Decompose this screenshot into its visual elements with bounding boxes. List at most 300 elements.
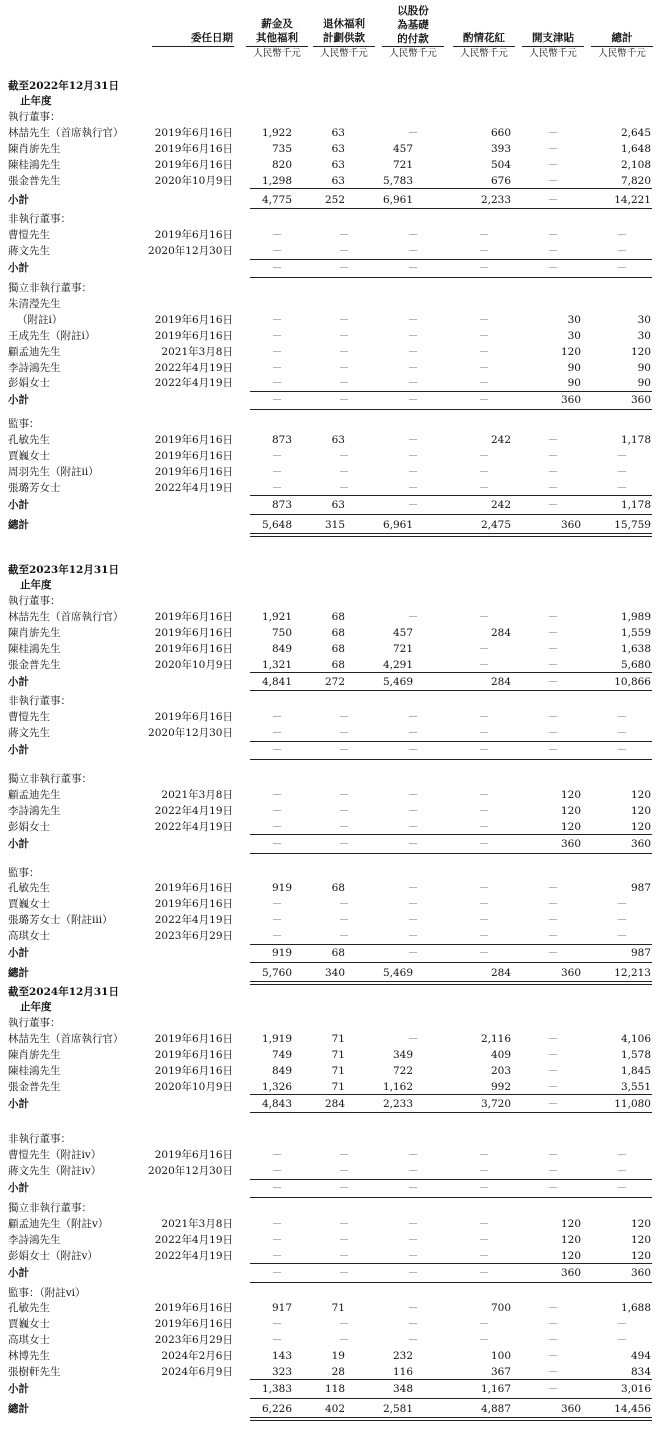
value-cell: 873 — [271, 498, 292, 511]
value-cell: 721 — [392, 642, 413, 655]
value-cell: 2,645 — [620, 126, 651, 139]
dash-cell: — — [548, 1367, 558, 1377]
appointment-date: 2020年12月30日 — [148, 727, 233, 740]
appointment-date: 2020年10月9日 — [154, 658, 233, 671]
value-cell: 120 — [630, 345, 651, 358]
value-cell: 340 — [324, 966, 345, 979]
dash-cell: — — [408, 1033, 418, 1044]
subtotal-label: 小計 — [8, 1182, 29, 1195]
subtotal-rule — [250, 259, 652, 260]
dash-cell: — — [339, 838, 349, 849]
dash-cell: — — [408, 1267, 418, 1278]
dash-cell: — — [479, 643, 489, 654]
dash-cell: — — [339, 1267, 349, 1278]
dash-cell: — — [272, 330, 282, 341]
total-double-rule-1 — [250, 533, 652, 534]
subtotal-label: 小計 — [8, 947, 29, 959]
dash-cell: — — [339, 712, 349, 723]
dash-cell: — — [272, 314, 282, 325]
dash-cell: — — [408, 482, 418, 493]
dash-cell: — — [617, 451, 627, 461]
dash-cell: — — [272, 712, 282, 723]
value-cell: 5,469 — [382, 966, 413, 979]
dash-cell: — — [339, 1183, 349, 1194]
dash-cell: — — [408, 899, 418, 910]
dash-cell: — — [408, 1250, 418, 1261]
subtotal-label: 小計 — [8, 744, 29, 757]
dash-cell: — — [548, 175, 558, 186]
dash-cell: — — [339, 1218, 349, 1229]
dash-cell: — — [617, 230, 627, 241]
dash-cell: — — [339, 915, 349, 926]
dash-cell: — — [272, 805, 282, 816]
value-cell: 1,559 — [620, 626, 651, 639]
dash-cell: — — [479, 1250, 489, 1261]
appointment-date: 2021年3月8日 — [161, 1217, 233, 1230]
column-header-bonus: 酌情花紅 — [463, 32, 505, 44]
dash-cell: — — [272, 395, 282, 406]
director-name: 陳肖旂先生 — [8, 142, 61, 155]
dash-cell: — — [339, 789, 349, 800]
director-name: 彭娟女士（附註v） — [8, 1249, 98, 1262]
total-double-rule-2 — [250, 1420, 652, 1421]
value-cell: 3,551 — [620, 1080, 651, 1093]
dash-cell: — — [617, 1166, 627, 1177]
value-cell: 2,108 — [620, 158, 651, 171]
value-cell: 4,841 — [261, 675, 292, 688]
section-subtitle: 止年度 — [20, 95, 52, 107]
director-name: 陳桂鴻先生 — [8, 158, 61, 171]
value-cell: 2,475 — [480, 518, 511, 531]
dash-cell: — — [339, 745, 349, 756]
dash-cell: — — [408, 466, 418, 477]
dash-cell: — — [548, 1303, 558, 1314]
subtotal-label: 小計 — [8, 1266, 29, 1279]
director-name: 顧孟迪先生 — [8, 345, 61, 358]
director-name: 高琪女士 — [8, 1334, 50, 1347]
dash-cell: — — [339, 451, 349, 461]
appointment-date: 2019年6月16日 — [154, 465, 233, 478]
subtotal-bottom-rule — [250, 277, 652, 278]
value-cell: 676 — [490, 174, 511, 187]
value-cell: 120 — [630, 804, 651, 817]
dash-cell: — — [548, 915, 558, 926]
dash-cell: — — [548, 1335, 558, 1346]
dash-cell: — — [408, 883, 418, 894]
section-title: 截至2022年12月31日 — [8, 80, 119, 92]
group-label: 非執行董事： — [8, 213, 71, 226]
value-cell: 6,226 — [261, 1402, 292, 1415]
value-cell: 360 — [630, 837, 651, 850]
dash-cell: — — [617, 482, 627, 493]
value-cell: 409 — [490, 1048, 511, 1061]
dash-cell: — — [548, 435, 558, 446]
column-header-share: 為基礎 — [397, 19, 429, 31]
dash-cell: — — [408, 931, 418, 942]
dash-cell: — — [548, 883, 558, 894]
value-cell: 1,321 — [261, 658, 292, 671]
value-cell: 68 — [331, 947, 345, 959]
value-cell: 1,845 — [620, 1064, 651, 1077]
dash-cell: — — [408, 451, 418, 461]
dash-cell: — — [339, 466, 349, 477]
section-title: 截至2023年12月31日 — [8, 564, 119, 576]
director-name: 張璐芳女士 — [8, 481, 61, 494]
value-cell: 30 — [567, 313, 581, 326]
dash-cell: — — [548, 611, 558, 622]
date-column-header: 委任日期 — [191, 32, 233, 44]
director-name: 蔣文先生 — [8, 245, 50, 258]
value-cell: 992 — [490, 1080, 511, 1093]
director-name: 彭娟女士 — [8, 820, 50, 833]
subtotal-label: 小計 — [8, 1097, 29, 1110]
header-underline — [313, 46, 375, 47]
value-cell: 919 — [271, 882, 292, 895]
dash-cell: — — [479, 745, 489, 756]
dash-cell: — — [479, 1218, 489, 1229]
dash-cell: — — [479, 246, 489, 257]
dash-cell: — — [272, 246, 282, 257]
dash-cell: — — [408, 378, 418, 389]
value-cell: 873 — [271, 434, 292, 447]
dash-cell: — — [408, 246, 418, 257]
dash-cell: — — [548, 143, 558, 154]
appointment-date: 2024年2月6日 — [161, 1350, 233, 1363]
dash-cell: — — [408, 745, 418, 756]
group-label: 監事： — [8, 418, 40, 431]
director-name: 陳肖旂先生 — [8, 1048, 61, 1061]
subtotal-rule — [250, 1094, 652, 1095]
section-subtitle: 止年度 — [20, 579, 52, 591]
value-cell: 5,469 — [382, 675, 413, 688]
dash-cell: — — [548, 1065, 558, 1076]
value-cell: 1,178 — [620, 498, 651, 511]
value-cell: 284 — [490, 675, 511, 688]
value-cell: 15,759 — [614, 518, 651, 531]
dash-cell: — — [548, 1150, 558, 1161]
director-name: 林喆先生（首席執行官） — [8, 1032, 124, 1045]
dash-cell: — — [339, 246, 349, 257]
value-cell: 4,291 — [382, 658, 413, 671]
total-label: 總計 — [8, 518, 29, 531]
dash-cell: — — [479, 821, 489, 832]
dash-cell: — — [548, 1033, 558, 1044]
dash-cell: — — [339, 395, 349, 406]
dash-cell: — — [548, 1166, 558, 1177]
appointment-date: 2019年6月16日 — [154, 1149, 233, 1162]
dash-cell: — — [617, 931, 627, 942]
value-cell: 120 — [630, 1233, 651, 1246]
value-cell: 3,720 — [480, 1097, 511, 1110]
dash-cell: — — [272, 838, 282, 849]
director-name: 蔣文先生（附註iv） — [8, 1165, 102, 1178]
dash-cell: — — [339, 805, 349, 816]
dash-cell: — — [408, 1150, 418, 1161]
dash-cell: — — [548, 627, 558, 638]
dash-cell: — — [548, 159, 558, 170]
dash-cell: — — [479, 1166, 489, 1177]
value-cell: 917 — [271, 1302, 292, 1315]
appointment-date: 2022年4月19日 — [154, 1249, 233, 1262]
group-label: 非執行董事： — [8, 695, 71, 708]
dash-cell: — — [548, 194, 558, 205]
subtotal-bottom-rule — [250, 853, 652, 854]
value-cell: 71 — [331, 1032, 345, 1045]
dash-cell: — — [408, 611, 418, 622]
value-cell: 3,016 — [620, 1382, 651, 1395]
value-cell: 4,775 — [261, 193, 292, 206]
value-cell: 315 — [324, 518, 345, 531]
director-name: 張金普先生 — [8, 174, 61, 187]
director-name: 曹愷先生 — [8, 711, 50, 724]
value-cell: 457 — [392, 142, 413, 155]
dash-cell: — — [272, 821, 282, 832]
subtotal-bottom-rule — [250, 514, 652, 515]
value-cell: 120 — [560, 1249, 581, 1262]
value-cell: 2,233 — [382, 1097, 413, 1110]
director-name: 李詩鴻先生 — [8, 361, 61, 374]
dash-cell: — — [339, 330, 349, 341]
subtotal-rule — [250, 944, 652, 945]
value-cell: 494 — [630, 1350, 651, 1363]
director-name: 林喆先生（首席執行官） — [8, 126, 124, 139]
subtotal-label: 小計 — [8, 837, 29, 850]
unit-label: 人民幣千元 — [529, 48, 577, 59]
subtotal-bottom-rule — [250, 690, 652, 691]
value-cell: 1,578 — [620, 1048, 651, 1061]
unit-label: 人民幣千元 — [320, 48, 368, 59]
value-cell: 722 — [392, 1064, 413, 1077]
director-name: 陳桂鴻先生 — [8, 642, 61, 655]
dash-cell: — — [479, 789, 489, 800]
value-cell: 987 — [630, 882, 651, 895]
value-cell: 63 — [331, 434, 345, 447]
group-label: 獨立非執行董事： — [8, 1202, 92, 1214]
value-cell: 12,213 — [614, 966, 651, 979]
dash-cell: — — [408, 1319, 418, 1330]
column-header-salary: 其他福利 — [256, 32, 298, 44]
appointment-date: 2022年4月19日 — [154, 804, 233, 817]
dash-cell: — — [408, 821, 418, 832]
value-cell: 5,783 — [382, 174, 413, 187]
appointment-date: 2022年4月19日 — [154, 481, 233, 494]
section-subtitle: 止年度 — [20, 1001, 52, 1013]
header-underline — [453, 46, 515, 47]
value-cell: 120 — [560, 804, 581, 817]
value-cell: 11,080 — [614, 1097, 651, 1110]
value-cell: 120 — [560, 788, 581, 801]
appointment-date: 2019年6月16日 — [154, 142, 233, 155]
director-name: 周羽先生（附註ii） — [8, 465, 99, 478]
value-cell: 100 — [490, 1350, 511, 1363]
subtotal-label: 小計 — [8, 193, 29, 206]
value-cell: 919 — [271, 947, 292, 959]
value-cell: 252 — [324, 193, 345, 206]
dash-cell: — — [617, 728, 627, 739]
dash-cell: — — [479, 230, 489, 241]
subtotal-bottom-rule — [250, 759, 652, 760]
dash-cell: — — [548, 1098, 558, 1109]
subtotal-label: 小計 — [8, 1382, 29, 1395]
dash-cell: — — [272, 789, 282, 800]
dash-cell: — — [479, 838, 489, 849]
appointment-date: 2019年6月16日 — [154, 626, 233, 639]
value-cell: 90 — [637, 361, 651, 374]
dash-cell: — — [339, 821, 349, 832]
value-cell: 367 — [490, 1366, 511, 1378]
appointment-date: 2019年6月16日 — [154, 329, 233, 342]
dash-cell: — — [339, 1250, 349, 1261]
value-cell: 360 — [560, 1402, 581, 1415]
subtotal-bottom-rule — [250, 1398, 652, 1399]
value-cell: 68 — [331, 610, 345, 623]
value-cell: 393 — [490, 142, 511, 155]
value-cell: 457 — [392, 626, 413, 639]
dash-cell: — — [548, 230, 558, 241]
value-cell: 1,167 — [480, 1382, 511, 1395]
value-cell: 348 — [392, 1382, 413, 1395]
dash-cell: — — [548, 1183, 558, 1194]
dash-cell: — — [339, 1335, 349, 1346]
value-cell: 232 — [392, 1350, 413, 1363]
appointment-date: 2020年12月30日 — [148, 245, 233, 258]
dash-cell: — — [408, 805, 418, 816]
appointment-date: 2022年4月19日 — [154, 820, 233, 833]
dash-cell: — — [408, 712, 418, 723]
subtotal-bottom-rule — [250, 962, 652, 963]
value-cell: 4,887 — [480, 1402, 511, 1415]
dash-cell: — — [479, 915, 489, 926]
director-name: 陳桂鴻先生 — [8, 1064, 61, 1077]
value-cell: 116 — [392, 1366, 413, 1378]
value-cell: 19 — [331, 1350, 345, 1363]
dash-cell: — — [272, 1183, 282, 1194]
value-cell: 284 — [324, 1097, 345, 1110]
dash-cell: — — [479, 659, 489, 670]
dash-cell: — — [617, 745, 627, 756]
dash-cell: — — [272, 263, 282, 274]
appointment-date: 2021年3月8日 — [161, 788, 233, 801]
dash-cell: — — [548, 1049, 558, 1060]
value-cell: 90 — [567, 361, 581, 374]
subtotal-bottom-rule — [250, 208, 652, 209]
value-cell: 284 — [490, 626, 511, 639]
value-cell: 143 — [271, 1350, 292, 1363]
dash-cell: — — [617, 1319, 627, 1330]
value-cell: 750 — [271, 626, 292, 639]
value-cell: 2,233 — [480, 193, 511, 206]
director-name: 孔敏先生 — [8, 882, 50, 895]
appointment-date: 2019年6月16日 — [154, 1064, 233, 1077]
dash-cell: — — [339, 263, 349, 274]
dash-cell: — — [272, 1250, 282, 1261]
director-name: 陳肖旂先生 — [8, 626, 61, 639]
dash-cell: — — [617, 712, 627, 723]
dash-cell: — — [339, 1150, 349, 1161]
value-cell: 735 — [271, 142, 292, 155]
dash-cell: — — [548, 499, 558, 510]
value-cell: 63 — [331, 142, 345, 155]
dash-cell: — — [272, 346, 282, 357]
appointment-date: 2019年6月16日 — [154, 229, 233, 242]
appointment-date: 2019年6月16日 — [154, 158, 233, 171]
appointment-date: 2019年6月16日 — [154, 642, 233, 655]
dash-cell: — — [408, 1218, 418, 1229]
subtotal-rule — [250, 672, 652, 673]
value-cell: 700 — [490, 1302, 511, 1315]
dash-cell: — — [548, 1081, 558, 1092]
value-cell: 360 — [560, 394, 581, 407]
dash-cell: — — [339, 1166, 349, 1177]
director-name: 朱清瀅先生 — [8, 297, 61, 310]
value-cell: 284 — [490, 966, 511, 979]
dash-cell: — — [617, 1183, 627, 1194]
dash-cell: — — [479, 1183, 489, 1194]
value-cell: 360 — [630, 394, 651, 407]
subtotal-label: 小計 — [8, 498, 29, 511]
column-header-salary: 薪金及 — [261, 18, 293, 30]
value-cell: 10,866 — [614, 675, 651, 688]
group-label: 執行董事： — [8, 1017, 61, 1029]
value-cell: 68 — [331, 882, 345, 895]
value-cell: 5,648 — [261, 518, 292, 531]
value-cell: 68 — [331, 658, 345, 671]
dash-cell: — — [617, 466, 627, 477]
appointment-date: 2023年6月29日 — [154, 1334, 233, 1347]
value-cell: 242 — [490, 498, 511, 511]
value-cell: 28 — [331, 1366, 345, 1378]
appointment-date: 2019年6月16日 — [154, 882, 233, 895]
value-cell: 272 — [324, 675, 345, 688]
value-cell: 1,326 — [261, 1080, 292, 1093]
appointment-date: 2020年10月9日 — [154, 174, 233, 187]
appointment-date: 2019年6月16日 — [154, 711, 233, 724]
dash-cell: — — [548, 263, 558, 274]
dash-cell: — — [408, 314, 418, 325]
director-name: 顧孟迪先生 — [8, 788, 61, 801]
dash-cell: — — [272, 1166, 282, 1177]
column-header-pension: 計劃供款 — [323, 32, 365, 44]
dash-cell: — — [339, 314, 349, 325]
subtotal-rule — [250, 495, 652, 496]
total-double-rule-2 — [250, 536, 652, 537]
value-cell: 1,688 — [620, 1302, 651, 1315]
appointment-date: 2019年6月16日 — [154, 126, 233, 139]
value-cell: 504 — [490, 158, 511, 171]
value-cell: 6,961 — [382, 193, 413, 206]
value-cell: 660 — [490, 126, 511, 139]
dash-cell: — — [272, 378, 282, 389]
dash-cell: — — [272, 1335, 282, 1346]
value-cell: 30 — [567, 329, 581, 342]
dash-cell: — — [272, 1218, 282, 1229]
dash-cell: — — [548, 712, 558, 723]
dash-cell: — — [408, 838, 418, 849]
value-cell: 360 — [560, 966, 581, 979]
appointment-date: 2019年6月16日 — [154, 1032, 233, 1045]
dash-cell: — — [272, 915, 282, 926]
value-cell: 360 — [560, 1266, 581, 1279]
value-cell: 1,383 — [261, 1382, 292, 1395]
dash-cell: — — [617, 263, 627, 274]
dash-cell: — — [339, 899, 349, 910]
dash-cell: — — [479, 346, 489, 357]
dash-cell: — — [408, 330, 418, 341]
value-cell: 5,760 — [261, 966, 292, 979]
dash-cell: — — [408, 1335, 418, 1346]
value-cell: 120 — [630, 1249, 651, 1262]
dash-cell: — — [548, 451, 558, 461]
